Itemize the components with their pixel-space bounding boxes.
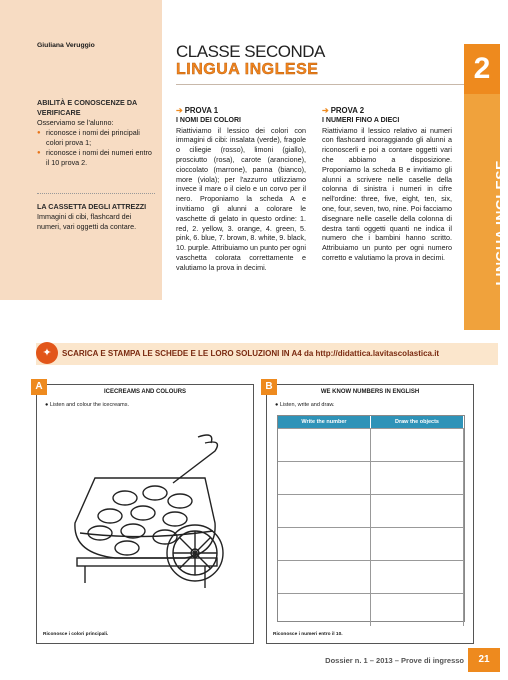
draw-cell[interactable]	[371, 429, 464, 461]
worksheet-title: WE KNOW NUMBERS IN ENGLISH	[320, 389, 420, 395]
prova1-title: ➔ PROVA 1	[176, 106, 219, 115]
table-row	[278, 461, 464, 494]
skills-title: ABILITÀ E CONOSCENZE DA VERIFICARE	[37, 98, 137, 117]
page-title: CLASSE SECONDA	[176, 42, 325, 61]
skills-block	[37, 98, 155, 168]
skills-intro: Osserviamo se l'alunno:	[37, 118, 114, 127]
worksheet-a	[35, 381, 254, 644]
ice-cream-cart-illustration	[55, 413, 235, 623]
side-tab-number: 2	[464, 44, 500, 94]
prova2-column	[322, 106, 452, 263]
draw-cell[interactable]	[371, 594, 464, 626]
prova2-body: Riattiviamo il lessico relativo ai numeri con flashcard incoraggiando gli alunni a riconoscerli e poi a contare oggetti vari che abbiamo a disposizione. Proponiamo la scheda B e invitiamo gli alunni a scrivere nelle caselle della colonna di sinistra i numeri in cifre nell'ordine: three, five, eight, ten, six, one, four, seven, two, nine. Poi facciamo disegnare nelle caselle della colonna di destra tanti oggetti quanti ne indica il numero che i bambini hanno scritto. Attribuiamo un punto per ogni numero corretto e valutiamo la prova in decimi.	[322, 125, 452, 262]
prova2-title: ➔ PROVA 2	[322, 106, 365, 115]
download-link[interactable]: SCARICA E STAMPA LE SCHEDE E LE LORO SOLUZIONI IN A4 da http://didattica.lavitascolastica.it	[62, 349, 440, 358]
table-row	[278, 527, 464, 560]
worksheet-letter: A	[31, 379, 47, 395]
worksheet-footer: Riconosce i colori principali.	[43, 632, 109, 637]
worksheet-title: ICECREAMS AND COLOURS	[103, 389, 187, 395]
write-cell[interactable]	[278, 528, 371, 560]
arrow-right-icon: ➔	[322, 106, 331, 115]
column-header-draw: Draw the objects	[371, 416, 464, 428]
draw-cell[interactable]	[371, 528, 464, 560]
draw-cell[interactable]	[371, 495, 464, 527]
worksheet-instruction: ● Listen, write and draw.	[275, 402, 335, 408]
tools-text: Immagini di cibi, flashcard dei numeri, vari oggetti da contare.	[37, 212, 137, 231]
bird-icon: ✦	[36, 342, 58, 364]
draw-cell[interactable]	[371, 462, 464, 494]
prova1-body: Riattiviamo il lessico dei colori con immagini di cibi: insalata (verde), fragole o ciliegie (rosso), limoni (giallo), prosciutto (rosa), carote (arancione), cioccolato (marrone), panna (bianco), more (viola); per l'azzurro utilizziamo invece il mare o il cielo e un corvo per il nero. Proponiamo la scheda A e invitiamo gli alunni a colorare le vaschette di gelato in questo ordine: 1. red, 2. yellow, 3. orange, 4. green, 5. pink, 6. blue, 7. brown, 8. white, 9. black, 10. purple. Attribuiamo un punto per ogni vaschetta colorata correttamente e valutiamo la prova in decimi.	[176, 125, 306, 272]
table-row	[278, 428, 464, 461]
worksheet-instruction: ● Listen and colour the icecreams.	[45, 402, 130, 408]
write-cell[interactable]	[278, 594, 371, 626]
skill-item: ● riconosce i nomi dei principali colori prova 1;	[37, 128, 155, 148]
column-header-write: Write the number	[278, 416, 371, 428]
numbers-table	[277, 415, 465, 622]
write-cell[interactable]	[278, 429, 371, 461]
page-number: 21	[468, 648, 500, 672]
tools-block	[37, 202, 155, 232]
table-row	[278, 560, 464, 593]
prova1-column	[176, 106, 306, 273]
arrow-right-icon: ➔	[176, 106, 185, 115]
worksheet-letter: B	[261, 379, 277, 395]
side-tab-label: LINGUA INGLESE	[492, 160, 508, 286]
write-cell[interactable]	[278, 561, 371, 593]
table-row	[278, 593, 464, 626]
title-divider	[176, 84, 466, 85]
worksheet-footer: Riconosce i numeri entro il 10.	[273, 632, 343, 637]
skill-item: ● riconosce i nomi dei numeri entro il 10 prova 2.	[37, 148, 155, 168]
write-cell[interactable]	[278, 495, 371, 527]
table-row	[278, 494, 464, 527]
table-header	[278, 416, 464, 428]
draw-cell[interactable]	[371, 561, 464, 593]
footer-text: Dossier n. 1 – 2013 – Prove di ingresso	[325, 656, 464, 665]
prova1-subtitle: I NOMI DEI COLORI	[176, 116, 241, 124]
skills-list	[37, 128, 155, 168]
author-name: Giuliana Veruggio	[37, 42, 95, 49]
page-subtitle: LINGUA INGLESE	[176, 61, 319, 78]
sidebar-divider	[37, 193, 155, 194]
write-cell[interactable]	[278, 462, 371, 494]
worksheet-b	[265, 381, 474, 644]
prova2-subtitle: I NUMERI FINO A DIECI	[322, 116, 400, 124]
tools-title: LA CASSETTA DEGLI ATTREZZI	[37, 202, 147, 211]
